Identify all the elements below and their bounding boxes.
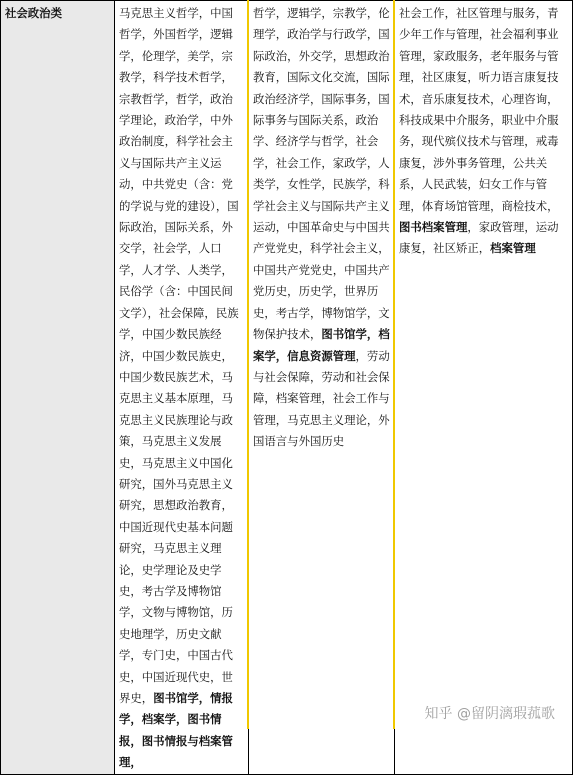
table-row: [1, 1, 573, 775]
major-list-text: 马克思主义哲学，中国哲学，外国哲学，逻辑学，伦理学，美学，宗教学，科学技术哲学，宗教哲学，哲学，政治学理论，政治学，中外政治制度，科学社会主义与国际共产主义运动，中共党史（含：党的学说与党的建设），国际政治，国际关系，外交学，社会学，人口学，人才学、人类学，民俗学（含：中国民间文学），社会保障，民族学，中国少数民族经济，中国少数民族史，中国少数民族艺术，马克思主义基本原理，马克思主义民族理论与政策，马克思主义发展史，马克思主义中国化研究，国外马克思主义研究，思想政治教育，中国近现代史基本问题研究，马克思主义理论，史学理论及史学史，考古学及博物馆学，文物与博物馆，历史地理学，历史文献学，专门史，中国古代史，中国近现代史，世界史，: [119, 6, 239, 705]
major-list-text: ，家政管理，运动康复，社区矫正，: [399, 220, 559, 256]
highlighted-major-text: 图书馆学，档案学，信息资源管理: [253, 327, 390, 363]
major-list-text: 哲学，逻辑学，宗教学，伦理学，政治学与行政学，国际政治，外交学，思想政治教育，国际文化交流，国际政治经济学，国际事务，国际事务与国际关系，政治学、经济学与哲学，社会学，社会工作，家政学，人类学，女性学，民族学，科学社会主义与国际共产主义运动，中国革命史与中国共产党党史，科学社会主义，中国共产党党史，中国共产党历史，历史学，世界历史，考古学，博物馆学，文物保护技术，: [253, 6, 390, 342]
undergraduate-majors-cell: [249, 1, 395, 775]
column-divider-accent: [247, 0, 249, 729]
watermark: 知乎 @留阴漓瑕菰歌: [424, 706, 555, 722]
highlighted-major-text: 档案管理: [490, 241, 536, 256]
category-cell: 社会政治类: [1, 1, 115, 775]
highlighted-major-text: 图书档案管理: [399, 220, 468, 235]
vocational-majors-cell: [395, 1, 573, 775]
highlighted-major-text: 图书馆学，情报学，档案学，图书情报，图书情报与档案管理，: [119, 691, 233, 770]
postgraduate-majors-cell: [115, 1, 249, 775]
major-list-text: ，劳动与社会保障，劳动和社会保障，档案管理，社会工作与管理，马克思主义理论，外国语言与外国历史: [253, 348, 390, 449]
major-list-text: 社会工作，社区管理与服务，青少年工作与管理，社会福利事业管理，家政服务，老年服务与管理，社区康复，听力语言康复技术，音乐康复技术，心理咨询，科技成果中介服务，职业中介服务，现代殡仪技术与管理，戒毒康复，涉外事务管理，公共关系，人民武装，妇女工作与管理，体育场馆管理，商检技术，: [399, 6, 559, 213]
column-divider-accent: [393, 0, 395, 729]
